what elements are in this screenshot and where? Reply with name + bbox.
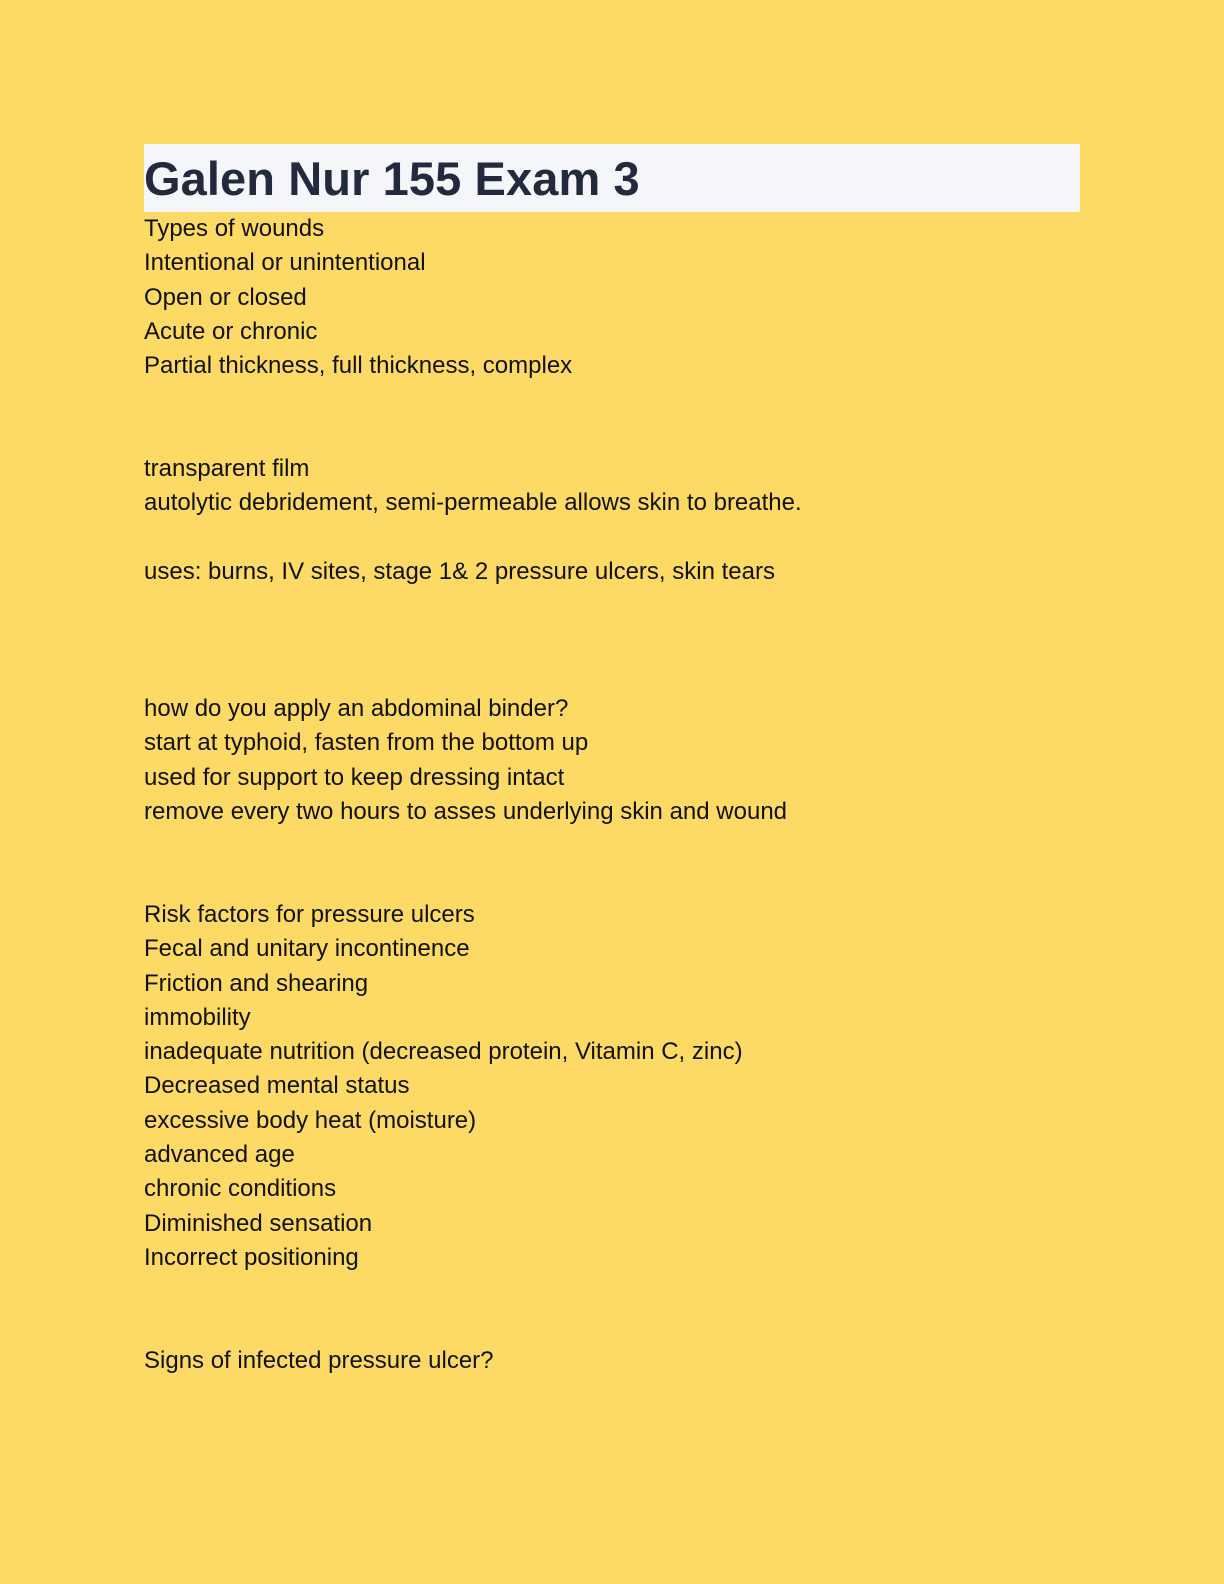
text-line: inadequate nutrition (decreased protein, Vitamin C, zinc) — [144, 1038, 743, 1066]
text-line: Diminished sensation — [144, 1209, 373, 1237]
text-line: Friction and shearing — [144, 969, 369, 997]
document-page — [144, 144, 1080, 1378]
text-line: remove every two hours to asses underlying skin and wound — [144, 798, 788, 826]
section-transparent-film — [144, 452, 1080, 589]
text-line: advanced age — [144, 1141, 295, 1169]
text-line: immobility — [144, 1003, 251, 1031]
text-line: Fecal and unitary incontinence — [144, 935, 470, 963]
section-abdominal-binder — [144, 692, 1080, 829]
text-line: uses: burns, IV sites, stage 1& 2 pressure ulcers, skin tears — [144, 557, 775, 585]
text-line: excessive body heat (moisture) — [144, 1106, 477, 1134]
section-risk-factors — [144, 898, 1080, 1275]
text-line: chronic conditions — [144, 1175, 337, 1203]
text-line: Decreased mental status — [144, 1072, 410, 1100]
title-bar — [144, 144, 1080, 212]
spacer — [144, 383, 1080, 452]
text-line: transparent film — [144, 455, 310, 483]
text-line: Signs of infected pressure ulcer? — [144, 1346, 494, 1374]
spacer — [144, 829, 1080, 898]
spacer — [144, 521, 1080, 555]
text-line: autolytic debridement, semi-permeable allows skin to breathe. — [144, 489, 802, 517]
section-infection-signs — [144, 1344, 1080, 1378]
text-line: Open or closed — [144, 283, 307, 311]
text-line: Acute or chronic — [144, 317, 318, 345]
section-wound-types — [144, 212, 1080, 383]
spacer — [144, 1275, 1080, 1344]
spacer — [144, 589, 1080, 692]
text-line: how do you apply an abdominal binder? — [144, 695, 569, 723]
page-title: Galen Nur 155 Exam 3 — [144, 151, 640, 205]
text-line: Risk factors for pressure ulcers — [144, 900, 475, 928]
text-line: Types of wounds — [144, 215, 325, 242]
text-line: Partial thickness, full thickness, complex — [144, 352, 573, 380]
text-line: Intentional or unintentional — [144, 249, 426, 277]
text-line: Incorrect positioning — [144, 1243, 359, 1271]
text-line: used for support to keep dressing intact — [144, 763, 565, 791]
text-line: start at typhoid, fasten from the bottom up — [144, 729, 589, 757]
